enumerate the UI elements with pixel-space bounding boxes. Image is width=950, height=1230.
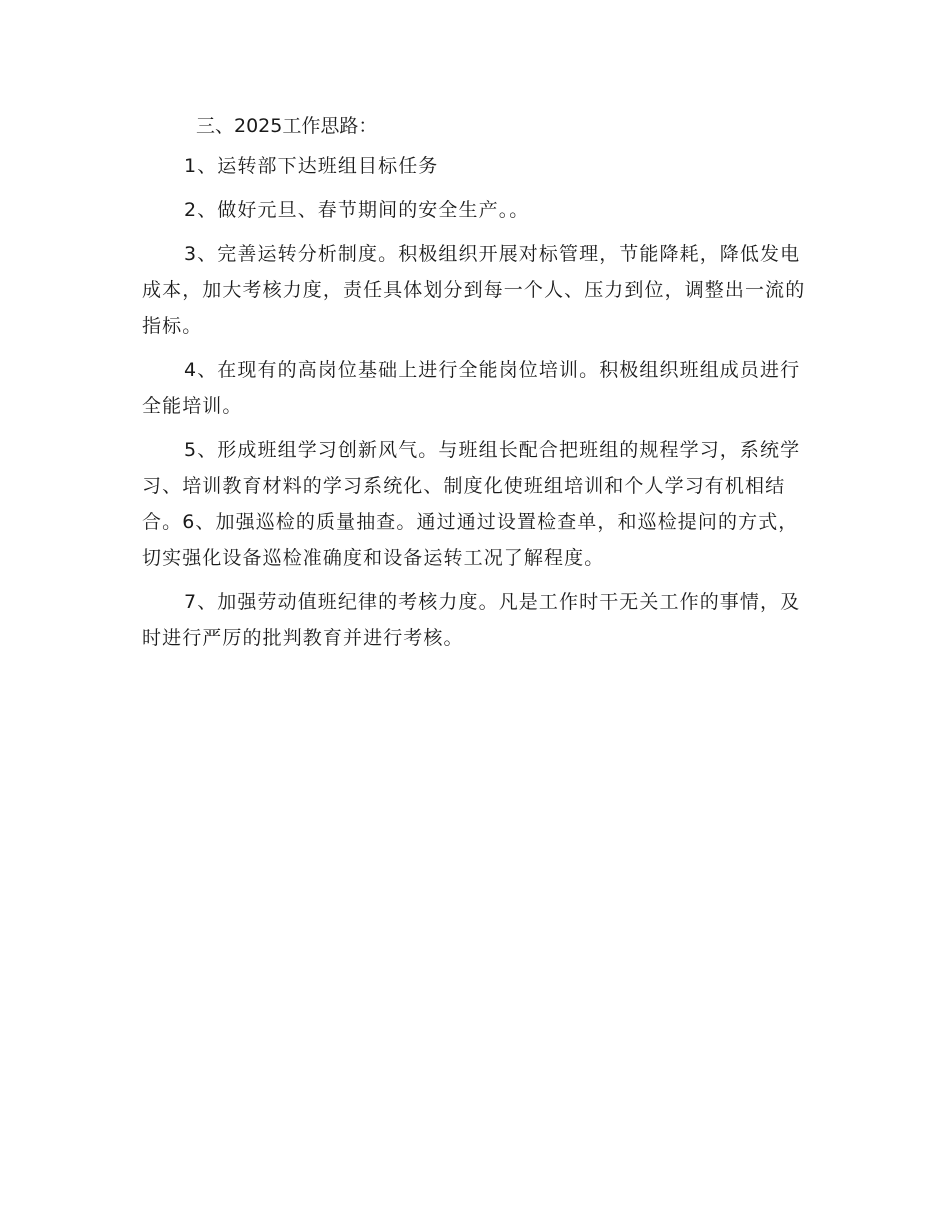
section-heading: 三、2025工作思路： [196, 115, 378, 137]
paragraph-5: 5、形成班组学习创新风气。与班组长配合把班组的规程学习，系统学习、培训教育材料的学习系统化、制度化使班组培训和个人学习有机相结合。6、加强巡检的质量抽查。通过通过设置检查单，和巡检提问的方式，切实强化设备巡检准确度和设备运转工况了解程度。 [142, 439, 801, 569]
paragraph-4: 4、在现有的高岗位基础上进行全能岗位培训。积极组织班组成员进行全能培训。 [142, 359, 801, 417]
paragraph-3: 3、完善运转分析制度。积极组织开展对标管理，节能降耗，降低发电成本，加大考核力度，责任具体划分到每一个人、压力到位，调整出一流的指标。 [142, 243, 806, 337]
paragraph-1: 1、运转部下达班组目标任务 [184, 155, 439, 177]
paragraph-7: 7、加强劳动值班纪律的考核力度。凡是工作时干无关工作的事情，及时进行严厉的批判教育并进行考核。 [142, 591, 801, 649]
paragraph-2: 2、做好元旦、春节期间的安全生产。。 [184, 199, 530, 221]
document-body [142, 108, 812, 664]
